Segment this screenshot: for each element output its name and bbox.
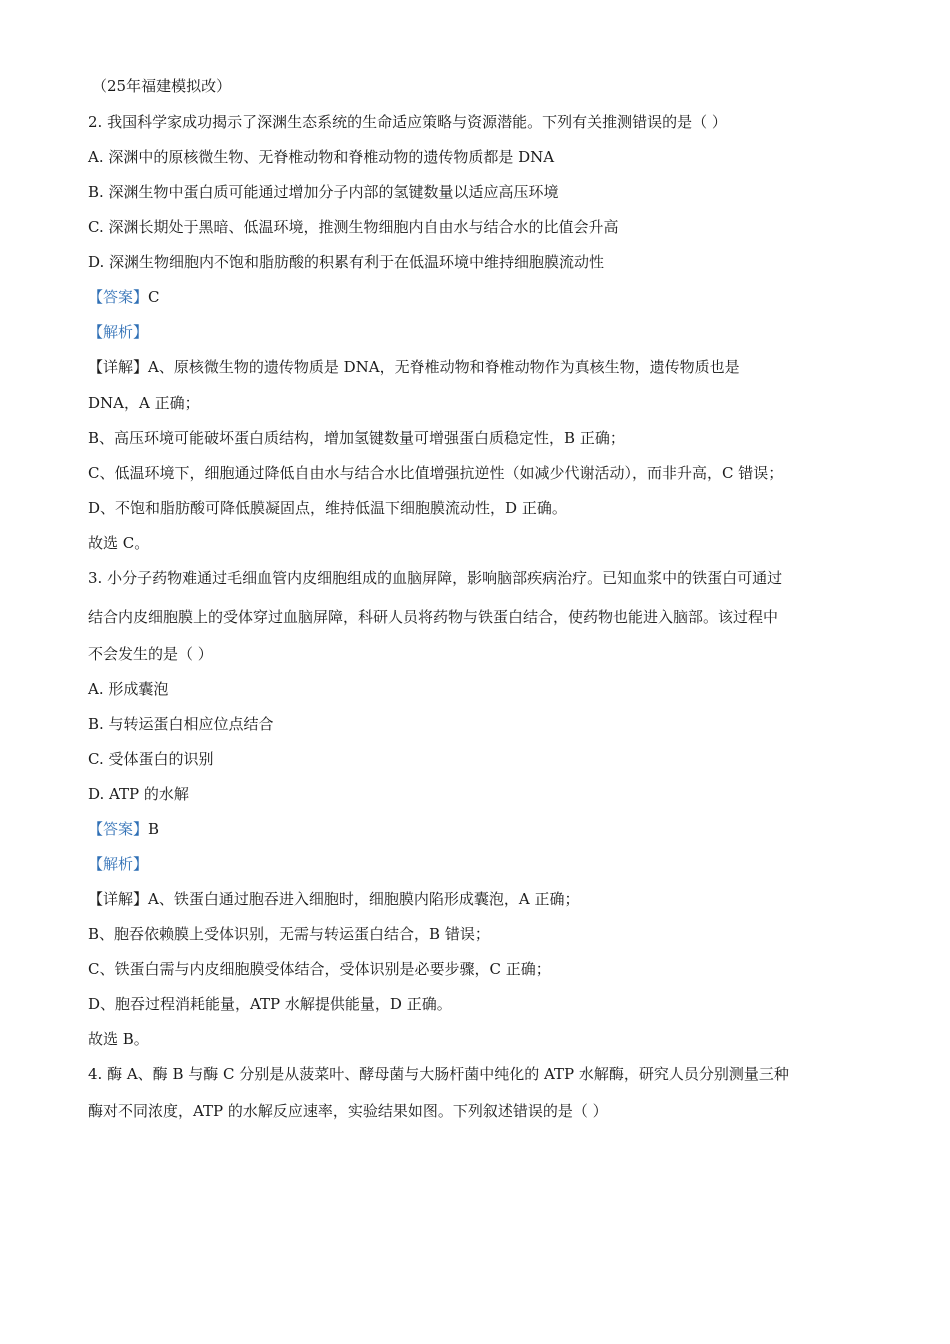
q2-detail-line-5: D、不饱和脂肪酸可降低膜凝固点，维持低温下细胞膜流动性，D 正确。	[88, 499, 567, 517]
q2-analysis-tag: 【解析】	[88, 323, 149, 341]
q3-stem-line-2: 结合内皮细胞膜上的受体穿过血脑屏障，科研人员将药物与铁蛋白结合，使药物也能进入脑部。该过程中	[88, 608, 779, 626]
q3-option-d: D. ATP 的水解	[88, 785, 189, 803]
q3-detail-line-1	[88, 889, 579, 909]
q2-answer-tag: 【答案】	[88, 288, 149, 306]
q3-detail-line-4: D、胞吞过程消耗能量，ATP 水解提供能量，D 正确。	[88, 995, 452, 1013]
q4-stem-line-2: 酶对不同浓度，ATP 的水解反应速率，实验结果如图。下列叙述错误的是（ ）	[88, 1102, 608, 1120]
q2-option-b: B. 深渊生物中蛋白质可能通过增加分子内部的氢键数量以适应高压环境	[88, 183, 559, 201]
q3-answer	[88, 819, 159, 839]
q2-stem: 2. 我国科学家成功揭示了深渊生态系统的生命适应策略与资源潜能。下列有关推测错误的是（ ）	[88, 113, 727, 131]
q3-conclusion: 故选 B。	[88, 1030, 149, 1048]
q3-detail-tag: 【详解】	[88, 890, 149, 908]
q3-option-a: A. 形成囊泡	[88, 680, 169, 698]
q3-detail-text-1: A、铁蛋白通过胞吞进入细胞时，细胞膜内陷形成囊泡，A 正确；	[148, 890, 580, 908]
q3-analysis-tag: 【解析】	[88, 855, 149, 873]
q2-answer	[88, 287, 160, 307]
q2-detail-text-1: A、原核微生物的遗传物质是 DNA，无脊椎动物和脊椎动物作为真核生物，遗传物质也是	[148, 358, 740, 376]
q2-option-d: D. 深渊生物细胞内不饱和脂肪酸的积累有利于在低温环境中维持细胞膜流动性	[88, 253, 605, 271]
q2-answer-value: C	[148, 288, 160, 306]
q3-stem-line-3: 不会发生的是（ ）	[88, 645, 213, 663]
q3-detail-line-3: C、铁蛋白需与内皮细胞膜受体结合，受体识别是必要步骤，C 正确；	[88, 960, 551, 978]
q2-detail-line-2: DNA，A 正确；	[88, 394, 200, 412]
q3-option-c: C. 受体蛋白的识别	[88, 750, 214, 768]
source-note: （25年福建模拟改）	[92, 77, 232, 95]
q2-detail-line-4: C、低温环境下，细胞通过降低自由水与结合水比值增强抗逆性（如减少代谢活动），而非升高，C 错误；	[88, 464, 784, 482]
q3-answer-value: B	[148, 820, 160, 838]
q2-conclusion: 故选 C。	[88, 534, 150, 552]
q3-detail-line-2: B、胞吞依赖膜上受体识别，无需与转运蛋白结合，B 错误；	[88, 925, 490, 943]
q2-option-a: A. 深渊中的原核微生物、无脊椎动物和脊椎动物的遗传物质都是 DNA	[88, 148, 555, 166]
q3-stem-line-1: 3. 小分子药物难通过毛细血管内皮细胞组成的血脑屏障，影响脑部疾病治疗。已知血浆中的铁蛋白可通过	[88, 569, 783, 587]
q3-answer-tag: 【答案】	[88, 820, 149, 838]
q2-option-c: C. 深渊长期处于黑暗、低温环境，推测生物细胞内自由水与结合水的比值会升高	[88, 218, 619, 236]
q2-detail-tag: 【详解】	[88, 358, 149, 376]
q2-detail-line-1	[88, 357, 740, 377]
q4-stem-line-1: 4. 酶 A、酶 B 与酶 C 分别是从菠菜叶、酵母菌与大肠杆菌中纯化的 ATP 水解酶，研究人员分别测量三种	[88, 1065, 789, 1083]
q2-detail-line-3: B、高压环境可能破坏蛋白质结构，增加氢键数量可增强蛋白质稳定性，B 正确；	[88, 429, 625, 447]
q3-option-b: B. 与转运蛋白相应位点结合	[88, 715, 274, 733]
